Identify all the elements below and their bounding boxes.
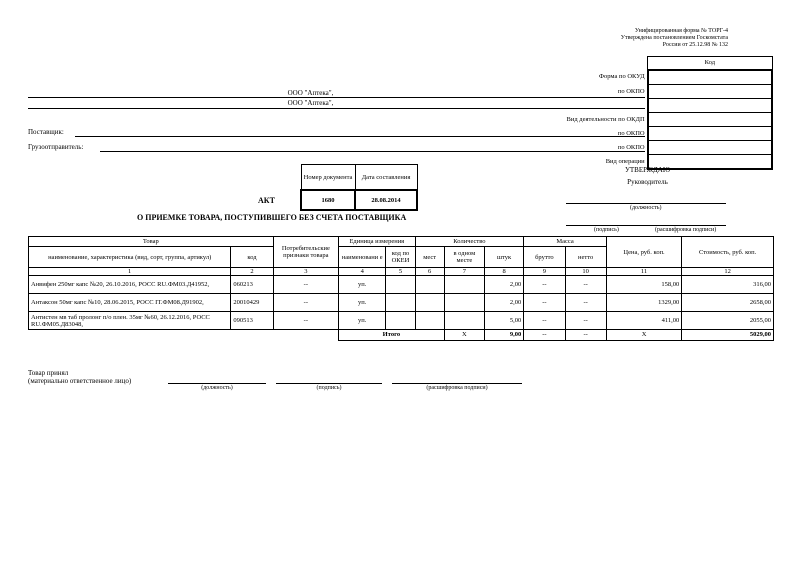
total-gross: -- [524,330,565,341]
row-cost: 2055,00 [682,312,774,330]
row-places [415,294,444,312]
doc-number-header: Номер документа [301,165,355,191]
received-position-line [168,383,266,384]
col-num: 10 [565,268,606,276]
row-unit: уп. [339,294,386,312]
row-price: 158,00 [606,276,682,294]
col-num: 6 [415,268,444,276]
row-pcs: 5,00 [485,312,524,330]
row-consumer: -- [273,294,338,312]
total-pcs: 9,00 [485,330,524,341]
total-in-place: X [444,330,484,341]
h-qty-places: мест [415,247,444,268]
codes-table [462,56,773,170]
shipper-label: Грузоотправитель: [28,143,84,151]
h-cost: Стоимость, руб. коп. [682,237,774,268]
total-row [29,330,774,341]
row-unit: уп. [339,276,386,294]
h-qty-in-place: в одном месте [444,247,484,268]
col-num: 3 [273,268,338,276]
row-gross: -- [524,312,565,330]
row-cost: 316,00 [682,276,774,294]
doc-number-table [300,164,418,211]
row-code: 090513 [231,312,273,330]
okpo2-value[interactable] [648,126,772,140]
h-goods-code: код [231,247,273,268]
column-numbers-row [29,268,774,276]
form-info-line3: России от 25.12.98 № 132 [662,42,728,48]
table-row [29,276,774,294]
approve-head: Руководитель [627,178,668,186]
received-decode-line [392,383,522,384]
h-qty: Количество [415,237,524,247]
shipper-line [100,151,645,152]
row-code: 060213 [231,276,273,294]
supplier-line [75,136,645,137]
row-pcs: 2,00 [485,294,524,312]
received-line1: Товар принял [28,369,69,377]
h-unit: Единица измерения [339,237,416,247]
supplier-label: Поставщик: [28,128,64,136]
row-okei [386,294,415,312]
approve-position-caption: (должность) [630,205,662,211]
received-decode-caption: (расшифровка подписи) [426,385,488,391]
row-net: -- [565,294,606,312]
doc-date-header: Дата составления [355,165,417,191]
h-net: нетто [565,247,606,268]
row-in-place [444,312,484,330]
h-goods-name: наименование, характеристика (вид, сорт, группа, артикул) [29,247,231,268]
col-num: 1 [29,268,231,276]
okdp-label: Вид деятельности по ОКДП [566,115,645,123]
col-num: 2 [231,268,273,276]
row-places [415,276,444,294]
row-in-place [444,294,484,312]
okud-value[interactable] [648,70,772,85]
row-okei [386,276,415,294]
row-gross: -- [524,294,565,312]
row-price: 1329,00 [606,294,682,312]
org-line-2 [28,108,645,109]
act-label: АКТ [258,196,275,205]
row-code: 20010429 [231,294,273,312]
h-unit-okei: код по ОКЕИ [386,247,415,268]
col-num: 4 [339,268,386,276]
total-cost: 5029,00 [682,330,774,341]
approve-signature-line [566,225,726,226]
row-gross: -- [524,276,565,294]
goods-table [28,236,774,341]
h-consumer: Потребительские признаки товара [273,237,338,268]
h-unit-name: наименовани е [339,247,386,268]
table-row [29,294,774,312]
form-info [560,28,728,49]
h-gross: брутто [524,247,565,268]
form-info-line1: Унифицированная форма № ТОРГ-4 [634,28,728,34]
row-cost: 2658,00 [682,294,774,312]
table-row [29,312,774,330]
okpo-label: по ОКПО [617,87,645,95]
row-consumer: -- [273,276,338,294]
row-name: Антистен мв таб пролонг п/о плен. 35мг №60, 26.12.2016, РОСС RU.ФМ05.Д83048, [29,312,231,330]
received-signature-caption: (подпись) [316,385,342,391]
okdp-value[interactable] [648,112,772,126]
doc-date: 28.08.2014 [355,190,417,210]
okpo2-label: по ОКПО [617,129,645,137]
received-position-caption: (должность) [201,385,233,391]
act-title: О ПРИЕМКЕ ТОВАРА, ПОСТУПИВШЕГО БЕЗ СЧЕТА ПОСТАВЩИКА [137,213,407,222]
col-num: 12 [682,268,774,276]
doc-number: 1680 [301,190,355,210]
form-info-line2: Утверждена постановлением Госкомстата [620,35,728,41]
h-qty-pcs: штук [485,247,524,268]
row-name: Анвифен 250мг капс №20, 26.10.2016, РОСС RU.ФМ03.Д41952, [29,276,231,294]
col-num: 5 [386,268,415,276]
col-num: 8 [485,268,524,276]
okpo3-label: по ОКПО [617,143,645,151]
col-num: 7 [444,268,484,276]
total-label: Итого [339,330,445,341]
row-unit: уп. [339,312,386,330]
okpo3-value[interactable] [648,140,772,154]
received-signature-line [276,383,382,384]
org-line-1 [28,97,645,98]
operation-label: Вид операции [605,157,645,165]
empty-value[interactable] [648,98,772,112]
row-places [415,312,444,330]
total-price: X [606,330,682,341]
received-line2: (материально ответственное лицо) [28,377,132,385]
total-net: -- [565,330,606,341]
row-consumer: -- [273,312,338,330]
h-price: Цена, руб. коп. [606,237,682,268]
row-net: -- [565,276,606,294]
row-in-place [444,276,484,294]
org-name-1: ООО "Аптека", [287,89,334,97]
row-net: -- [565,312,606,330]
h-goods: Товар [29,237,274,247]
okud-label: Форма по ОКУД [598,73,645,81]
row-price: 411,00 [606,312,682,330]
org-name-2: ООО "Аптека", [287,99,334,107]
approve-position-line [566,203,726,204]
h-mass: Масса [524,237,607,247]
codes-header: Код [648,57,772,70]
approve-decode-caption: (расшифровка подписи) [655,227,717,233]
approve-title: УТВЕРЖДАЮ [624,166,671,174]
col-num: 11 [606,268,682,276]
approve-signature-caption: (подпись) [594,227,619,233]
row-name: Антаксон 50мг капс №10, 28.06.2015, РОСС IT.ФМ08.Д91902, [29,294,231,312]
row-okei [386,312,415,330]
row-pcs: 2,00 [485,276,524,294]
okpo-value[interactable] [648,84,772,98]
col-num: 9 [524,268,565,276]
